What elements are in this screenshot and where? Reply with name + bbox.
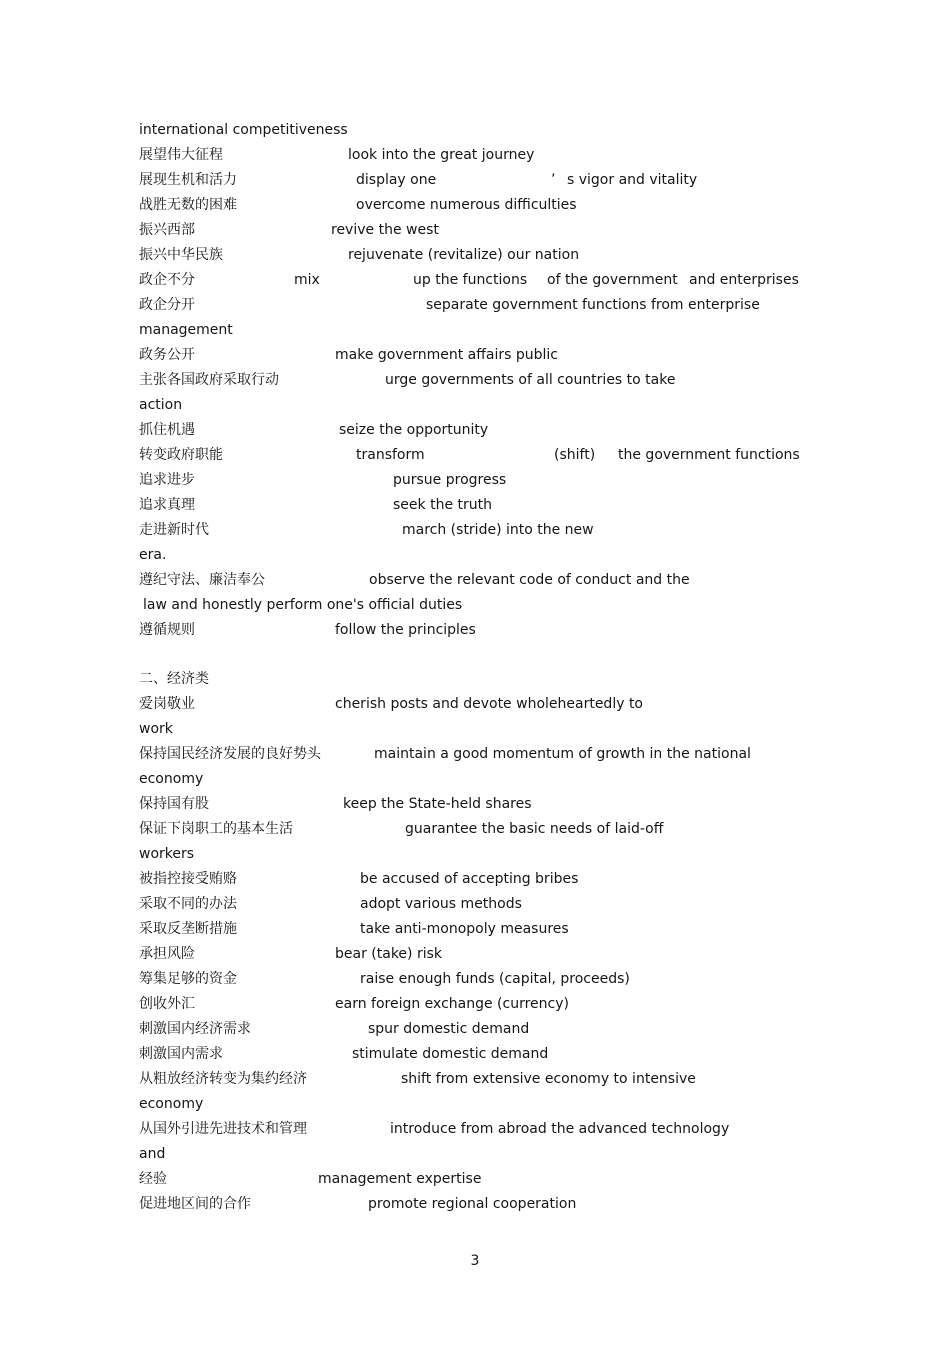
translation-text: display one: [356, 172, 437, 188]
translation-text: the government functions: [618, 447, 800, 463]
translation-text: revive the west: [331, 222, 439, 238]
translation-text: adopt various methods: [360, 896, 522, 912]
term-text: 振兴中华民族: [139, 247, 223, 263]
translation-text: look into the great journey: [348, 147, 535, 163]
translation-text: follow the principles: [335, 622, 476, 638]
term-text: 采取不同的办法: [139, 896, 237, 912]
term-text: 承担风险: [139, 946, 195, 962]
term-text: 经验: [139, 1171, 167, 1187]
translation-text: separate government functions from enterprise: [426, 297, 760, 313]
term-text: 刺激国内需求: [139, 1046, 223, 1062]
translation-text: stimulate domestic demand: [352, 1046, 549, 1062]
translation-text: cherish posts and devote wholeheartedly to: [335, 696, 643, 712]
translation-text: seek the truth: [393, 497, 492, 513]
term-text: 刺激国内经济需求: [139, 1021, 251, 1037]
translation-text: transform: [356, 447, 425, 463]
term-text: 爱岗敬业: [139, 696, 195, 712]
term-text: international competitiveness: [139, 122, 348, 138]
term-text: 保持国有股: [139, 796, 209, 812]
translation-text: pursue progress: [393, 472, 507, 488]
term-text: 政企不分: [139, 272, 195, 288]
page-number: 3: [470, 1253, 480, 1269]
term-text: 创收外汇: [139, 996, 195, 1012]
term-text: economy: [139, 771, 204, 787]
translation-text: promote regional cooperation: [368, 1196, 577, 1212]
term-text: 从国外引进先进技术和管理: [139, 1121, 307, 1137]
translation-text: make government affairs public: [335, 347, 559, 363]
term-text: 展现生机和活力: [139, 172, 237, 188]
translation-text: urge governments of all countries to take: [385, 372, 676, 388]
translation-text: keep the State-held shares: [343, 796, 532, 812]
term-text: 遵纪守法、廉洁奉公: [139, 572, 265, 588]
translation-text: rejuvenate (revitalize) our nation: [348, 247, 580, 263]
term-text: 从粗放经济转变为集约经济: [139, 1071, 307, 1087]
term-text: 被指控接受贿赂: [139, 871, 237, 887]
translation-text: s vigor and vitality: [567, 172, 698, 188]
translation-text: ’: [551, 172, 556, 188]
translation-text: management expertise: [318, 1171, 482, 1187]
translation-text: up the functions: [413, 272, 528, 288]
term-text: 追求进步: [139, 472, 195, 488]
term-text: management: [139, 322, 233, 338]
term-text: 抓住机遇: [139, 422, 195, 438]
translation-text: and enterprises: [689, 272, 799, 288]
translation-text: of the government: [547, 272, 678, 288]
term-text: 转变政府职能: [139, 447, 223, 463]
translation-text: shift from extensive economy to intensive: [401, 1071, 696, 1087]
translation-text: (shift): [554, 447, 596, 463]
translation-text: mix: [294, 272, 320, 288]
term-text: 战胜无数的困难: [139, 197, 237, 213]
term-text: 保证下岗职工的基本生活: [139, 821, 293, 837]
translation-text: take anti-monopoly measures: [360, 921, 569, 937]
translation-text: guarantee the basic needs of laid-off: [405, 821, 664, 837]
term-text: 政企分开: [139, 297, 195, 313]
term-text: 展望伟大征程: [139, 147, 223, 163]
term-text: economy: [139, 1096, 204, 1112]
term-text: work: [139, 721, 173, 737]
translation-text: earn foreign exchange (currency): [335, 996, 569, 1012]
term-text: 追求真理: [139, 497, 195, 513]
term-text: action: [139, 397, 183, 413]
term-text: 振兴西部: [139, 222, 195, 238]
translation-text: overcome numerous difficulties: [356, 197, 577, 213]
term-text: workers: [139, 846, 195, 862]
term-text: 采取反垄断措施: [139, 921, 237, 937]
translation-text: seize the opportunity: [339, 422, 489, 438]
translation-text: raise enough funds (capital, proceeds): [360, 971, 630, 987]
term-text: 遵循规则: [139, 622, 195, 638]
translation-text: be accused of accepting bribes: [360, 871, 579, 887]
term-text: 筹集足够的资金: [139, 971, 237, 987]
term-text: era.: [139, 547, 167, 563]
translation-text: introduce from abroad the advanced technology: [390, 1121, 730, 1137]
term-text: 政务公开: [139, 347, 195, 363]
term-text: law and honestly perform one's official duties: [143, 597, 463, 613]
term-text: 保持国民经济发展的良好势头: [139, 746, 321, 762]
translation-text: bear (take) risk: [335, 946, 442, 962]
translation-text: march (stride) into the new: [402, 522, 594, 538]
term-text: 主张各国政府采取行动: [139, 372, 279, 388]
term-text: 促进地区间的合作: [139, 1196, 251, 1212]
term-text: 走进新时代: [139, 522, 209, 538]
translation-text: observe the relevant code of conduct and the: [369, 572, 690, 588]
term-text: 二、经济类: [139, 671, 209, 687]
translation-text: maintain a good momentum of growth in the national: [374, 746, 751, 762]
translation-text: spur domestic demand: [368, 1021, 530, 1037]
term-text: and: [139, 1146, 166, 1162]
